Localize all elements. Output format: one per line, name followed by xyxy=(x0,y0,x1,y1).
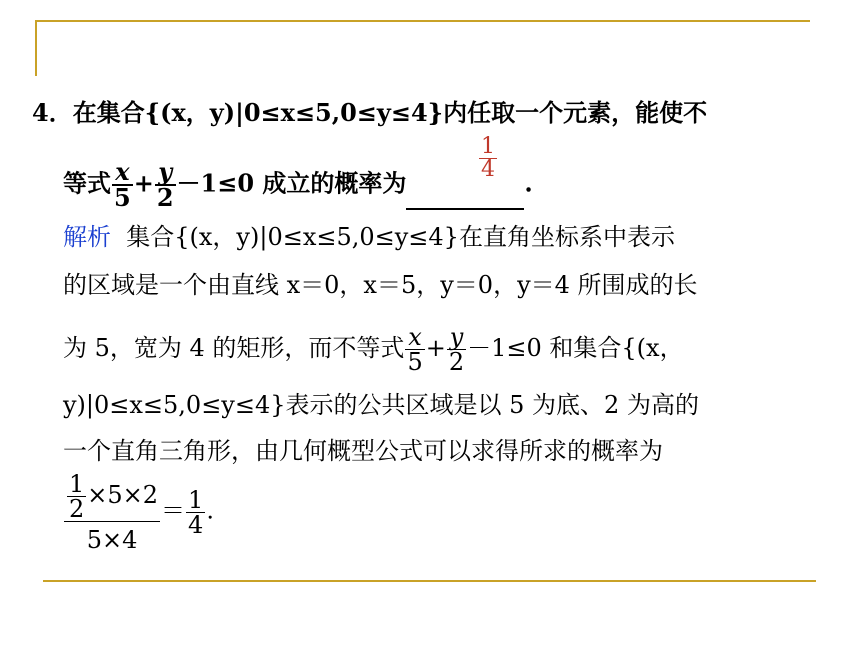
question-text-1: 在集合{(x，y)|0≤x≤5,0≤y≤4}内任取一个元素，能使不 xyxy=(72,98,708,127)
inequality-rest: －1≤0 xyxy=(176,168,255,198)
final-big-fraction xyxy=(64,472,160,552)
solution-line-1 xyxy=(63,222,675,252)
solution-inequality-rest: －1≤0 xyxy=(467,334,542,362)
fraction-y-over-2: $\frac{y}{2}$ xyxy=(156,157,174,212)
end-period: . xyxy=(524,168,533,198)
solution-text-4: y)|0≤x≤5,0≤y≤4}表示的公共区域是以 5 为底、2 为高的 xyxy=(63,391,699,419)
solution-fraction-y-2: $\frac{y}{2}$ xyxy=(448,323,465,376)
solution-text-5: 一个直角三角形，由几何概型公式可以求得所求的概率为 xyxy=(63,437,663,465)
final-period: . xyxy=(206,496,214,525)
solution-text-1: 集合{(x，y)|0≤x≤5,0≤y≤4}在直角坐标系中表示 xyxy=(126,223,675,251)
solution-text-3a: 为 5，宽为 4 的矩形，而不等式 xyxy=(63,334,405,362)
solution-text-3b: 和集合{(x， xyxy=(549,334,684,362)
final-expression xyxy=(63,472,214,552)
question-number: 4． xyxy=(32,98,73,127)
final-half-fraction: $\frac{1}{2}$ xyxy=(69,470,85,523)
solution-label: 解析 xyxy=(63,223,111,251)
frame-bottom-line xyxy=(43,580,816,582)
solution-line-2 xyxy=(63,270,698,300)
final-result-fraction: $\frac{1}{4}$ xyxy=(188,485,204,539)
solution-line-4 xyxy=(63,390,699,420)
question-text-3: 成立的概率为 xyxy=(262,168,407,198)
equals-sign: ＝ xyxy=(161,496,186,525)
answer-fraction: $\frac{1}{4}$ xyxy=(481,134,495,182)
solution-plus: + xyxy=(425,334,446,362)
question-text-2: 等式 xyxy=(63,168,111,198)
final-denominator: 5×4 xyxy=(64,521,160,552)
solution-fraction-x-5: $\frac{x}{5}$ xyxy=(407,323,423,376)
solution-line-3 xyxy=(63,325,684,374)
frame-left-bar xyxy=(35,20,37,76)
frame-top-line xyxy=(35,20,810,22)
final-top-rest: ×5×2 xyxy=(87,481,159,509)
question-line-1 xyxy=(32,98,707,128)
solution-line-5 xyxy=(63,436,663,466)
plus-sign: + xyxy=(133,168,154,198)
fraction-x-over-5: $\frac{x}{5}$ xyxy=(114,157,131,212)
answer-blank xyxy=(406,184,524,210)
solution-text-2: 的区域是一个由直线 x＝0，x＝5，y＝0，y＝4 所围成的长 xyxy=(63,271,698,299)
